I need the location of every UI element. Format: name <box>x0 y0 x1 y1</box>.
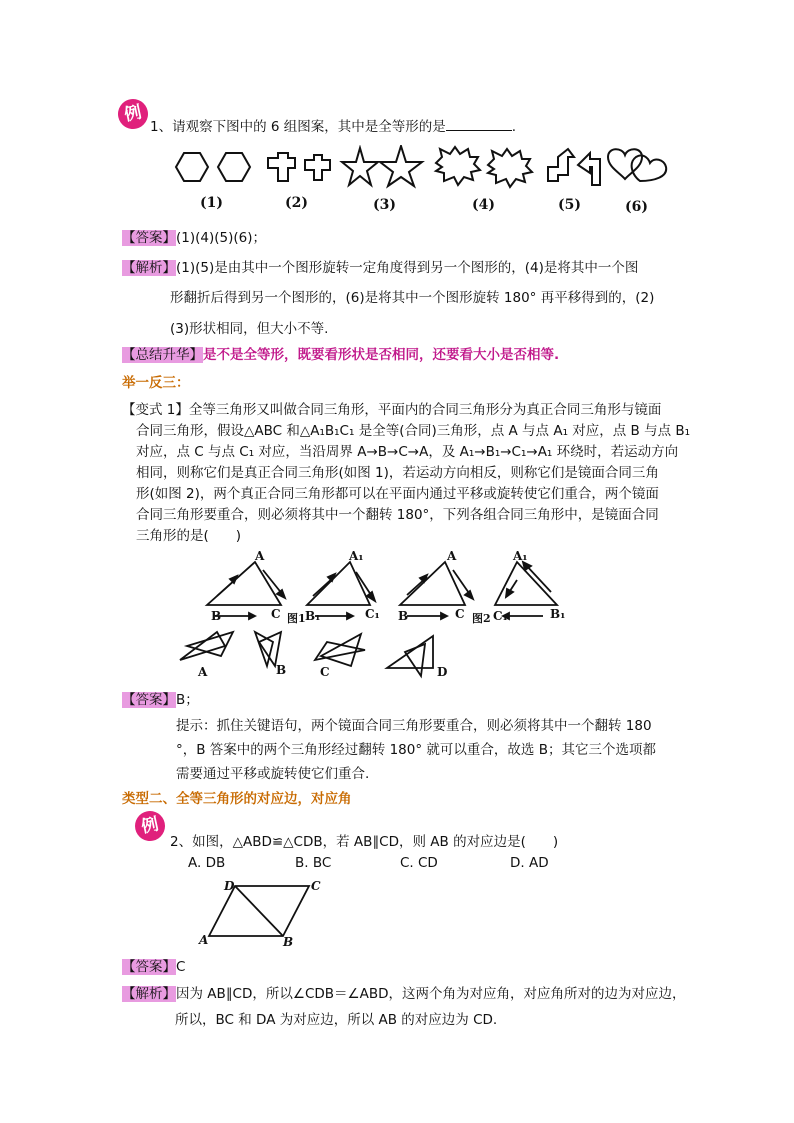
q2-option-a: A. DB <box>188 855 226 871</box>
variant-1-line-3: 对应，点 C 与点 C₁ 对应，当沿周界 A→B→C→A，及 A₁→B₁→C₁→A₁ 环绕时，若运动方向 <box>136 444 679 460</box>
example-badge-icon: 例 <box>132 808 168 844</box>
variant-1-line-7: 三角形的是( ) <box>136 528 242 544</box>
hint-line-1: 提示：抓住关键语句，两个镜面合同三角形要重合，则必须将其中一个翻转 180 <box>176 718 652 734</box>
question-2-text: 2、如图，△ABD≌△CDB，若 AB∥CD，则 AB 的对应边是( ) <box>170 834 559 850</box>
mirror-options-figure <box>175 622 465 682</box>
svg-text:A: A <box>447 550 457 563</box>
shape-label: (4) <box>472 197 495 213</box>
summary-1: 【总结升华】是不是全等形，既要看形状是否相同，还要看大小是否相等. <box>122 347 560 363</box>
star-shape <box>342 148 378 185</box>
star-shape <box>380 146 422 186</box>
svg-text:C₁: C₁ <box>365 607 380 621</box>
analysis-1-line-1: 【解析】(1)(5)是由其中一个图形旋转一定角度得到另一个图形的，(4)是将其中一个图 <box>122 260 639 276</box>
variant-1-answer: 【答案】B； <box>122 692 199 708</box>
analysis-1-line-2: 形翻折后得到另一个图形的，(6)是将其中一个图形旋转 180° 再平移得到的，(2) <box>170 290 655 306</box>
svg-text:A₁: A₁ <box>513 550 528 563</box>
q2-analysis-line-1: 【解析】因为 AB∥CD，所以∠CDB＝∠ABD，这两个角为对应角，对应角所对的边为对应边， <box>122 986 686 1002</box>
hexagon-shape <box>218 153 250 181</box>
variant-1-line-2: 合同三角形，假设△ABC 和△A₁B₁C₁ 是全等(合同)三角形，点 A 与点 A₁ 对应，点 B 与点 B₁ <box>136 423 691 439</box>
point-a-label: A <box>199 933 209 947</box>
hint-line-3: 需要通过平移或旋转使它们重合. <box>176 766 370 782</box>
figure-2-label: 图2 <box>472 612 491 625</box>
option-c-label: C <box>320 665 330 679</box>
cross-shape <box>268 153 295 181</box>
burst-shape <box>488 149 532 187</box>
q2-option-c: C. CD <box>400 855 438 871</box>
variant-1-line-4: 相同，则称它们是真正合同三角形(如图 1)，若运动方向相反，则称它们是镜面合同三角 <box>136 465 659 481</box>
answer-1: 【答案】(1)(4)(5)(6)； <box>122 230 266 246</box>
svg-text:B: B <box>211 609 222 623</box>
practice-heading: 举一反三： <box>122 375 190 391</box>
question-1-text: 1、请观察下图中的 6 组图案，其中是全等形的是 . <box>150 116 516 137</box>
arrow-shape <box>578 153 600 185</box>
answer-blank <box>446 116 512 131</box>
shape-label: (2) <box>285 195 308 211</box>
svg-text:B: B <box>398 609 409 623</box>
variant-1-line-6: 合同三角形要重合，则必须将其中一个翻转 180°，下列各组合同三角形中，是镜面合同 <box>136 507 659 523</box>
point-c-label: C <box>311 879 321 893</box>
figure-1-label: 图1 <box>287 612 306 625</box>
option-b-label: B <box>276 663 287 677</box>
q2-analysis-line-2: 所以，BC 和 DA 为对应边，所以 AB 的对应边为 CD. <box>175 1012 498 1028</box>
analysis-1-line-3: (3)形状相同，但大小不等. <box>170 321 329 337</box>
svg-text:C: C <box>271 607 281 621</box>
congruent-shapes-figure <box>170 145 680 215</box>
svg-text:C₁: C₁ <box>493 609 508 623</box>
svg-text:B₁: B₁ <box>550 607 566 621</box>
q2-option-b: B. BC <box>295 855 332 871</box>
cross-shape <box>305 155 330 180</box>
burst-shape <box>436 147 480 185</box>
parallelogram-figure <box>195 876 335 948</box>
q2-option-d: D. AD <box>510 855 549 871</box>
svg-text:A: A <box>255 550 265 563</box>
shape-label: (3) <box>373 197 396 213</box>
point-d-label: D <box>224 879 235 893</box>
svg-text:A₁: A₁ <box>349 550 364 563</box>
heart-shape <box>608 149 642 179</box>
hint-line-2: °，B 答案中的两个三角形经过翻转 180° 就可以重合，故选 B；其它三个选项都 <box>176 742 656 758</box>
shape-label: (5) <box>558 197 581 213</box>
point-b-label: B <box>283 935 294 948</box>
triangle-orientation-figure <box>195 550 585 625</box>
type-2-heading: 类型二、全等三角形的对应边，对应角 <box>122 791 352 807</box>
hexagon-shape <box>176 153 208 181</box>
variant-1-line-5: 形(如图 2)，两个真正合同三角形都可以在平面内通过平移或旋转使它们重合，两个镜面 <box>136 486 659 502</box>
option-d-label: D <box>437 665 448 679</box>
q2-answer: 【答案】C <box>122 959 186 975</box>
shape-label: (1) <box>200 195 223 211</box>
arrow-shape <box>548 149 574 181</box>
shape-label: (6) <box>625 199 648 215</box>
option-a-label: A <box>198 665 208 679</box>
svg-text:C: C <box>455 607 465 621</box>
example-badge-icon: 例 <box>115 96 151 132</box>
svg-text:B₁: B₁ <box>305 609 321 623</box>
variant-1-line-1: 【变式 1】全等三角形又叫做合同三角形，平面内的合同三角形分为真正合同三角形与镜面 <box>122 402 662 418</box>
